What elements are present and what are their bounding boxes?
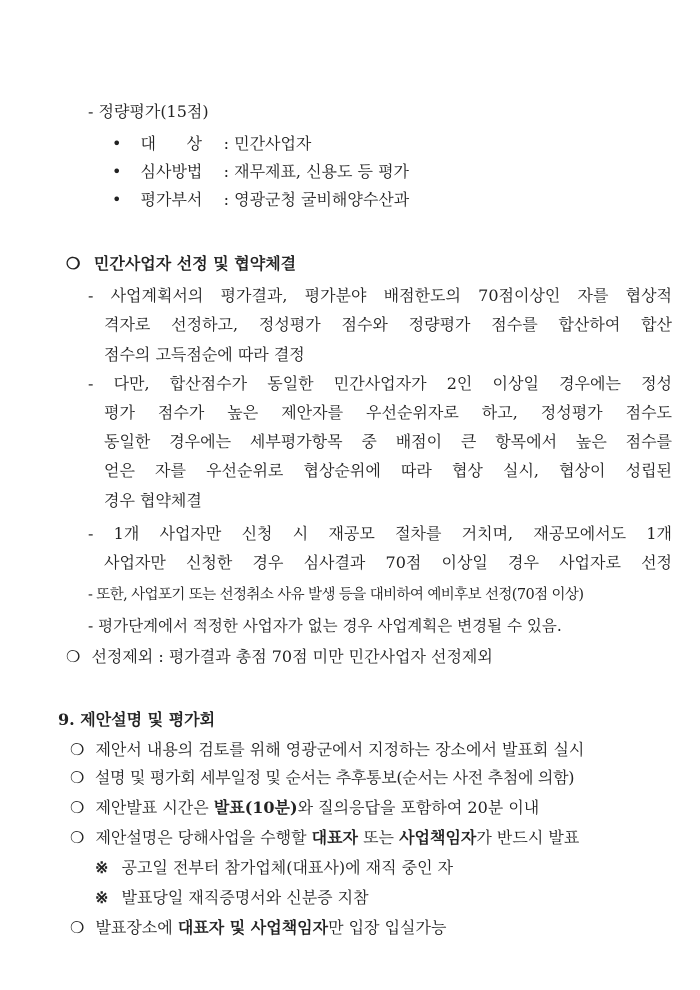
selection-line: - 다만, 합산점수가 동일한 민간사업자가 2인 이상일 경우에는 정성	[88, 374, 672, 393]
exclusion-text: 선정제외 : 평가결과 총점 70점 미만 민간사업자 선정제외	[91, 647, 493, 666]
item-text: 제안발표 시간은	[95, 798, 214, 817]
item-text: 제안설명은 당해사업을 수행할	[95, 828, 312, 847]
bullet-icon: •	[112, 134, 122, 153]
section9-note	[95, 888, 369, 908]
selection-heading	[66, 254, 296, 274]
item-label: 평가부서	[140, 190, 203, 209]
section9-title: 9. 제안설명 및 평가회	[58, 710, 216, 729]
reference-mark-icon: ※	[95, 858, 109, 877]
section9-note	[95, 858, 453, 878]
item-text-bold: 대표자 및 사업책임자	[177, 918, 329, 937]
selection-line: 동일한 경우에는 세부평가항목 중 배점이 큰 항목에서 높은 점수를	[104, 432, 672, 451]
circle-bullet-icon: ❍	[70, 798, 85, 817]
item-sep: :	[223, 162, 230, 181]
selection-line: 얻은 자를 우선순위로 협상순위에 따라 협상 실시, 협상이 성립된	[104, 461, 672, 480]
note-text: 발표당일 재직증명서와 신분증 지참	[121, 888, 369, 907]
selection-line: 격자로 선정하고, 정성평가 점수와 정량평가 점수를 합산하여 합산	[104, 315, 672, 334]
section9-item-last	[70, 918, 446, 938]
item-label: 대 상	[140, 134, 202, 153]
selection-line: 경우 협약체결	[104, 491, 202, 510]
item-text: 와 질의응답을 포함하여 20분 이내	[297, 798, 540, 817]
reference-mark-icon: ※	[95, 888, 109, 907]
selection-line: - 평가단계에서 적정한 사업자가 없는 경우 사업계획은 변경될 수 있음.	[88, 617, 562, 635]
item-text: 발표장소에	[95, 918, 178, 937]
circle-bullet-icon: ❍	[66, 647, 81, 666]
item-value: 재무제표, 신용도 등 평가	[234, 162, 410, 181]
quantitative-item-method	[112, 162, 409, 182]
item-text: 설명 및 평가회 세부일정 및 순서는 추후통보(순서는 사전 추첨에 의함)	[94, 768, 575, 787]
selection-line: 평가 점수가 높은 제안자를 우선순위자로 하고, 정성평가 점수도	[104, 403, 672, 422]
selection-line: - 1개 사업자만 신청 시 재공모 절차를 거치며, 재공모에서도 1개	[88, 524, 672, 543]
item-text: 가 반드시 발표	[476, 828, 580, 847]
item-text-bold: 발표(10분)	[213, 798, 298, 817]
item-text: 제안서 내용의 검토를 위해 영광군에서 지정하는 장소에서 발표회 실시	[95, 740, 585, 759]
selection-line: 사업자만 신청한 경우 심사결과 70점 이상일 경우 사업자로 선정	[104, 553, 672, 572]
section9-item	[70, 828, 579, 848]
item-value: 민간사업자	[234, 134, 312, 153]
item-value: 영광군청 굴비해양수산과	[234, 190, 410, 209]
bullet-icon: •	[112, 190, 122, 209]
circle-bullet-icon: ❍	[70, 768, 85, 787]
item-text-bold: 대표자	[311, 828, 358, 847]
circle-bullet-icon: ❍	[66, 254, 81, 273]
circle-bullet-icon: ❍	[70, 918, 85, 937]
selection-line: - 사업계획서의 평가결과, 평가분야 배점한도의 70점이상인 자를 협상적	[88, 286, 672, 305]
section9-item	[70, 798, 539, 818]
selection-title: 민간사업자 선정 및 협약체결	[93, 254, 297, 273]
item-label: 심사방법	[140, 162, 203, 181]
item-text: 또는	[358, 828, 400, 847]
section9-item	[70, 740, 584, 760]
item-sep: :	[223, 190, 230, 209]
quantitative-item-target	[112, 134, 311, 154]
item-text-bold: 사업책임자	[399, 828, 477, 847]
selection-line: - 또한, 사업포기 또는 선정취소 사유 발생 등을 대비하여 예비후보 선정(70점 이상)	[88, 587, 584, 603]
bullet-icon: •	[112, 162, 122, 181]
selection-exclusion	[66, 647, 493, 667]
section9-item	[70, 768, 574, 788]
quantitative-item-dept	[112, 190, 409, 210]
circle-bullet-icon: ❍	[70, 740, 85, 759]
item-text: 만 입장 입실가능	[328, 918, 447, 937]
selection-line: 점수의 고득점순에 따라 결정	[104, 345, 305, 364]
note-text: 공고일 전부터 참가업체(대표사)에 재직 중인 자	[121, 858, 454, 877]
quantitative-heading: - 정량평가(15점)	[88, 102, 209, 121]
item-sep: :	[223, 134, 230, 153]
circle-bullet-icon: ❍	[70, 828, 85, 847]
